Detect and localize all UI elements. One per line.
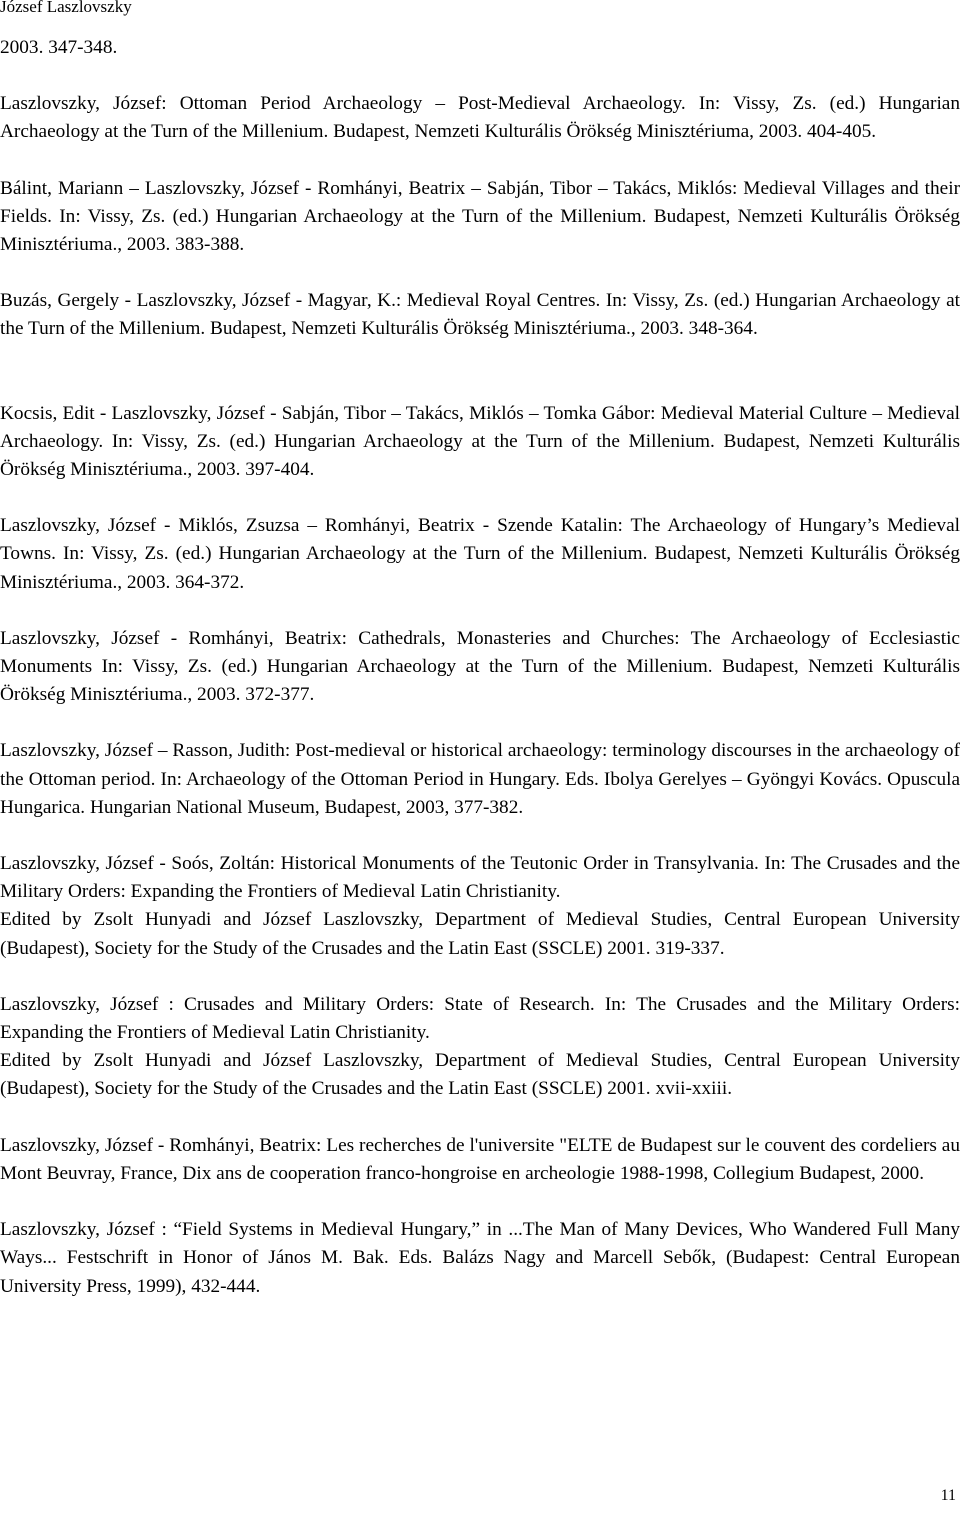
bibliography-entry: Laszlovszky, József – Rasson, Judith: Post-medieval or historical archaeology: terminology discourses in the archaeology of the Ottoman period. In: Archaeology of the Ottoman Period in Hungary. Eds. Ibolya Gerelyes – Gyöngyi Kovács. Opuscula Hungarica. Hungarian National Museum, Budapest, 2003, 377-382. (0, 740, 960, 818)
bibliography-entry: Buzás, Gergely - Laszlovszky, József - Magyar, K.: Medieval Royal Centres. In: Vissy, Zs. (ed.) Hungarian Archaeology at the Turn of the Millenium. Budapest, Nemzeti Kulturális Örökség Minisztériuma., 2003. 348-364. (0, 290, 960, 340)
bibliography-entry: Laszlovszky, József - Romhányi, Beatrix: Les recherches de l'universite "ELTE de Budapest sur le couvent des cordeliers au Mont Beuvray, France, Dix ans de cooperation franco-hongroise en archeologie 1988-1998, Collegium Budapest, 2000. (0, 1134, 960, 1184)
bibliography-entry: Bálint, Mariann – Laszlovszky, József - Romhányi, Beatrix – Sabján, Tibor – Takács, Miklós: Medieval Villages and their Fields. In: Vissy, Zs. (ed.) Hungarian Archaeology at the Turn of the Millenium. Budapest, Nemzeti Kulturális Örökség Minisztériuma., 2003. 383-388. (0, 177, 960, 256)
bibliography-entry: 2003. 347-348. (0, 37, 118, 58)
bibliography-entry: Laszlovszky, József - Soós, Zoltán: Historical Monuments of the Teutonic Order in Transylvania. In: The Crusades and the Military Orders: Expanding the Frontiers of Medieval Latin Christianity. (0, 853, 960, 903)
bibliography-list (0, 34, 960, 1301)
bibliography-entry: Laszlovszky, József: Ottoman Period Archaeology – Post-Medieval Archaeology. In: Vissy, Zs. (ed.) Hungarian Archaeology at the Turn of the Millenium. Budapest, Nemzeti Kulturális Örökség Minisztériuma, 2003. 404-405. (0, 93, 960, 143)
bibliography-entry: Laszlovszky, József : “Field Systems in Medieval Hungary,” in ...The Man of Many Devices, Who Wandered Full Many Ways... Festschrift in Honor of János M. Bak. Eds. Balázs Nagy and Marcell Sebők, (Budapest: Central European University Press, 1999), 432-444. (0, 1219, 960, 1297)
page-number: 11 (940, 1487, 956, 1504)
bibliography-entry: Laszlovszky, József - Miklós, Zsuzsa – Romhányi, Beatrix - Szende Katalin: The Archaeology of Hungary’s Medieval Towns. In: Vissy, Zs. (ed.) Hungarian Archaeology at the Turn of the Millenium. Budapest, Nemzeti Kulturális Örökség Minisztériuma., 2003. 364-372. (0, 515, 960, 593)
bibliography-entry: Edited by Zsolt Hunyadi and József Laszlovszky, Department of Medieval Studies, Central European University (Budapest), Society for the Study of the Crusades and the Latin East (SSCLE) 2001. 319-337. (0, 909, 960, 959)
bibliography-entry: Kocsis, Edit - Laszlovszky, József - Sabján, Tibor – Takács, Miklós – Tomka Gábor: Medieval Material Culture – Medieval Archaeology. In: Vissy, Zs. (ed.) Hungarian Archaeology at the Turn of the Millenium. Budapest, Nemzeti Kulturális Örökség Minisztériuma., 2003. 397-404. (0, 402, 960, 481)
bibliography-entry: Laszlovszky, József : Crusades and Military Orders: State of Research. In: The Crusades and the Military Orders: Expanding the Frontiers of Medieval Latin Christianity. (0, 993, 960, 1044)
bibliography-entry: Laszlovszky, József - Romhányi, Beatrix: Cathedrals, Monasteries and Churches: The Archaeology of Ecclesiastic Monuments In: Vissy, Zs. (ed.) Hungarian Archaeology at the Turn of the Millenium. Budapest, Nemzeti Kulturális Örökség Minisztériuma., 2003. 372-377. (0, 627, 960, 706)
running-header-author: József Laszlovszky (0, 0, 132, 16)
bibliography-entry: Edited by Zsolt Hunyadi and József Laszlovszky, Department of Medieval Studies, Central European University (Budapest), Society for the Study of the Crusades and the Latin East (SSCLE) 2001. xvii-xxiii. (0, 1050, 960, 1100)
